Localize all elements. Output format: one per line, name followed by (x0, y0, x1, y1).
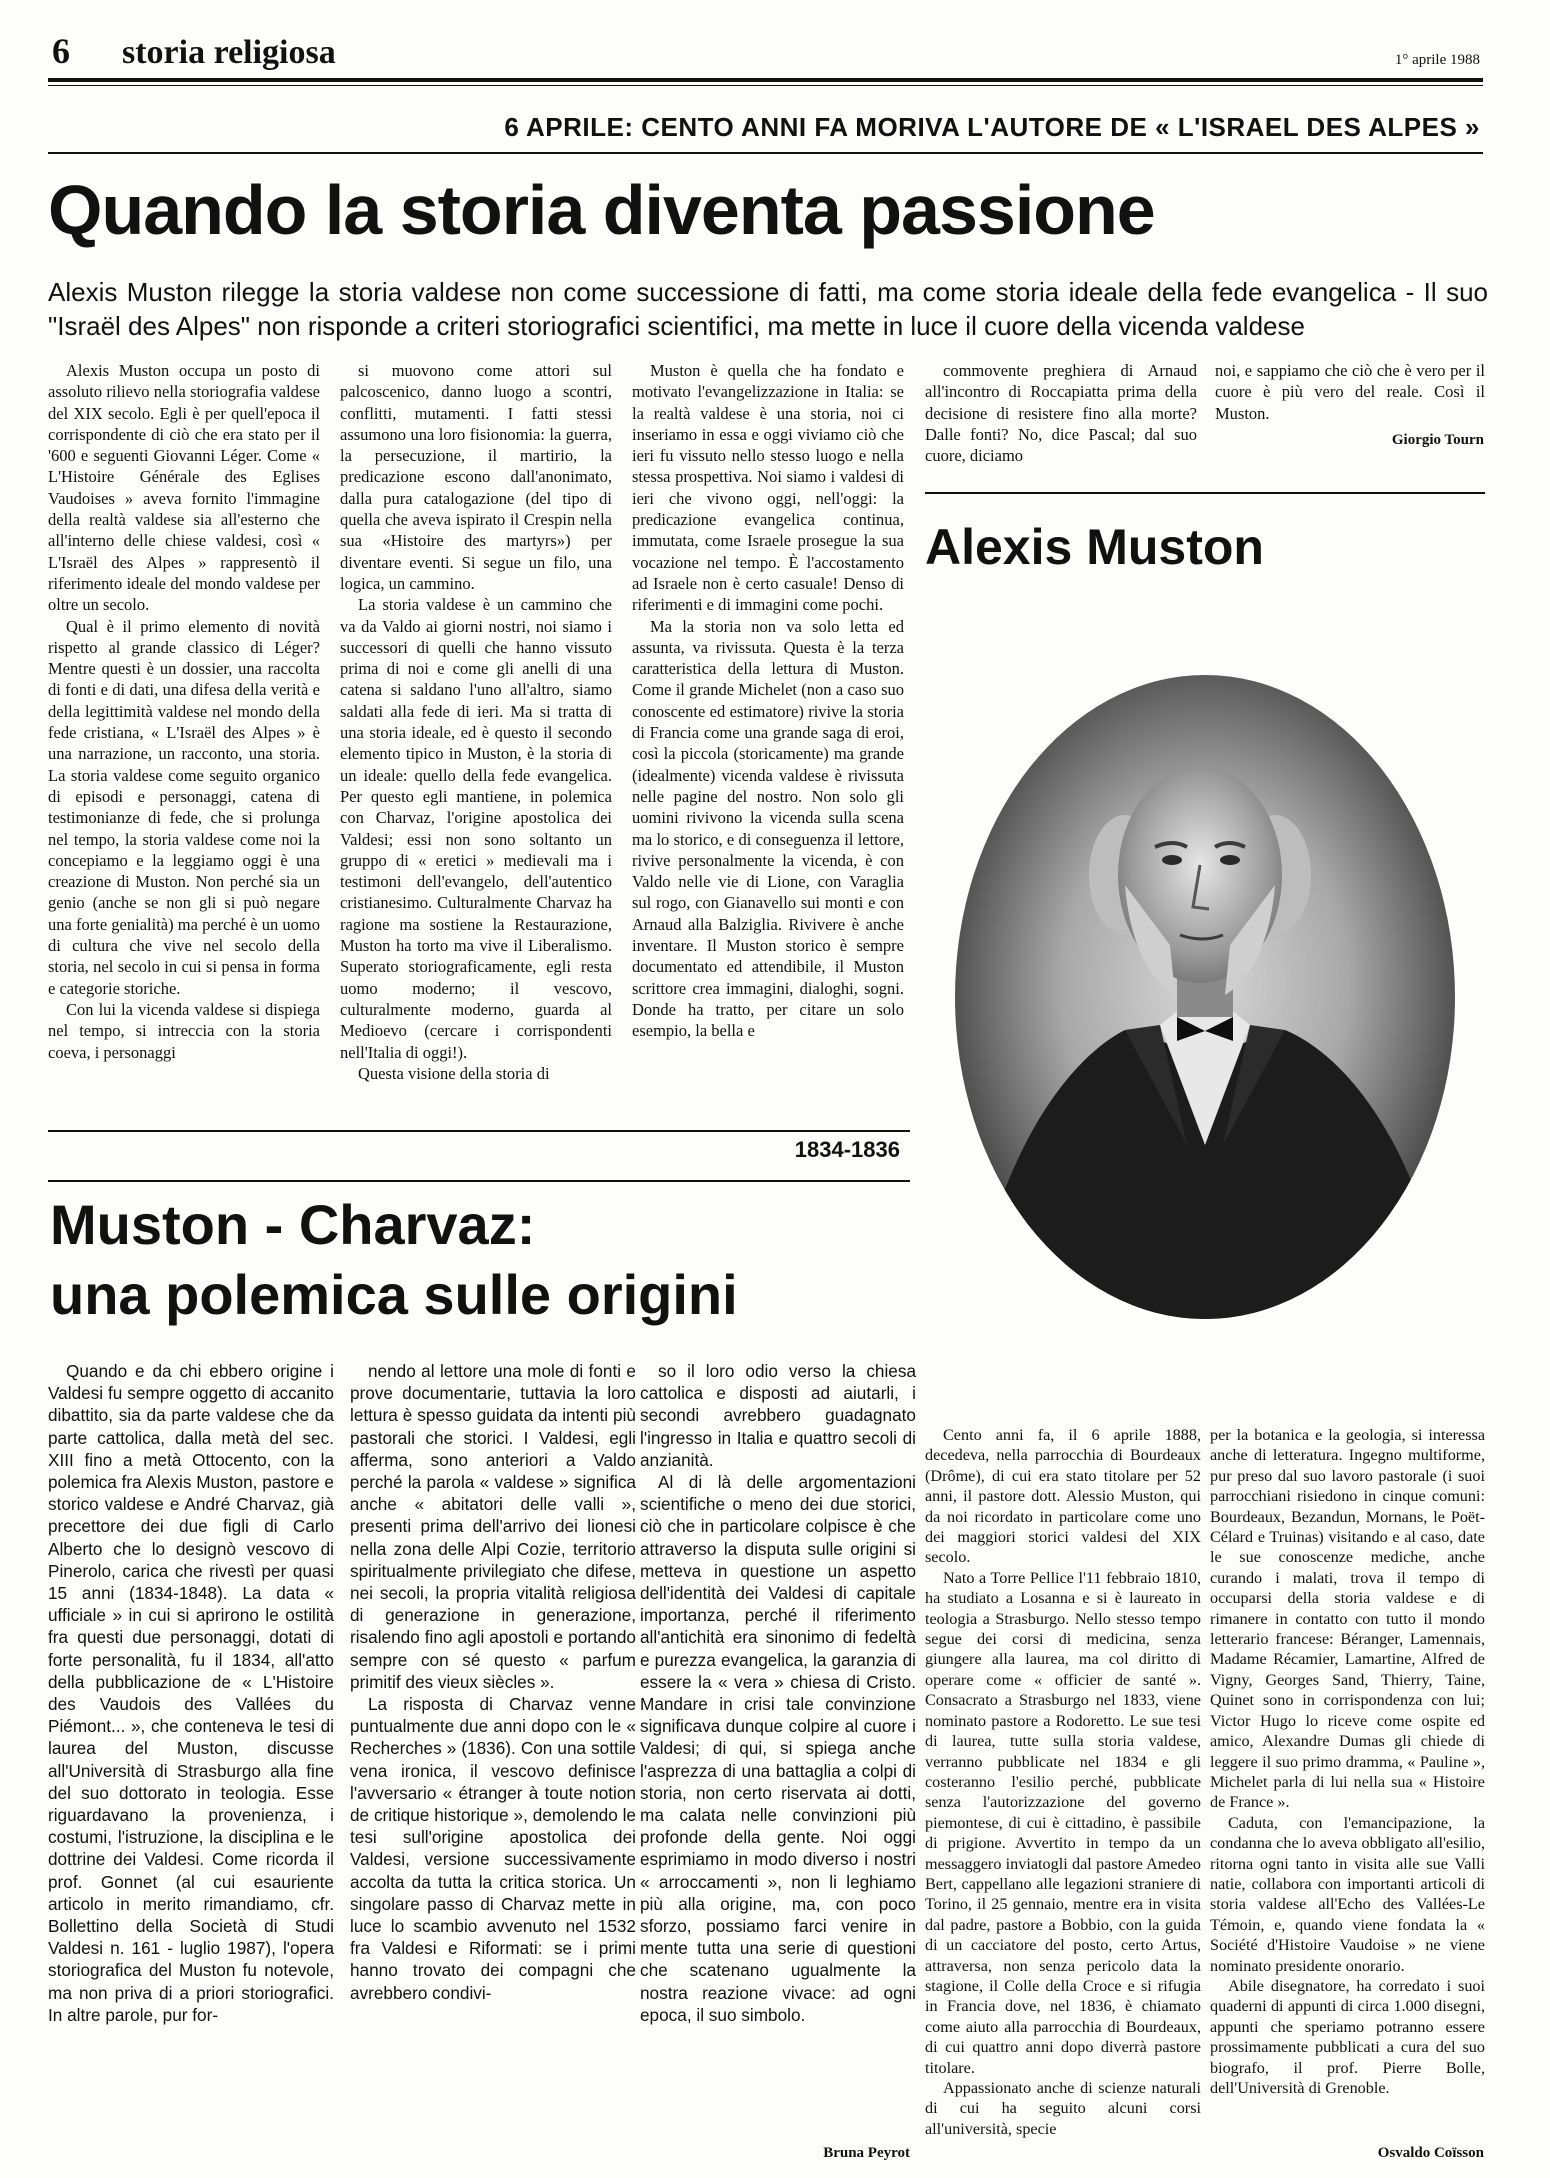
article3-column-2 (1210, 1425, 1485, 2098)
kicker: 6 APRILE: CENTO ANNI FA MORIVA L'AUTORE DE « L'ISRAEL DES ALPES » (504, 112, 1480, 142)
paragraph: Cento anni fa, il 6 aprile 1888, decedeva, nella parrocchia di Bourdeaux (Drôme), di cui era stato titolare per 52 anni, il pastore dott. Alessio Muston, qui da noi ricordato in particolare come uno dei maggiori storici valdesi del XIX secolo. (925, 1426, 1201, 1567)
article2-rule-bottom (48, 1180, 910, 1182)
article2-rule-top (48, 1130, 910, 1132)
paragraph: Al di là delle argomentazioni scientifiche o meno dei due storici, ciò che in particolare colpisce è che attraverso la disputa sulle origini si metteva in questione un aspetto dell'identità dei Valdesi di capitale importanza, perché il riferimento all'antichità era sinonimo di fedeltà e purezza evangelica, la garanzia di essere la « vera » chiesa di Cristo. Mandare in crisi tale convinzione significava dunque colpire al cuore i Valdesi; di qui, si spiega anche l'asprezza di una battaglia a colpi di storia, non certo riservata ai dotti, ma calata nelle convinzioni più profonde della gente. Noi oggi esprimiamo in modo diverso i nostri « arroccamenti », non li leghiamo più alla origine, ma, con poco sforzo, possiamo farci venire in mente tutta una serie di questioni che scatenano ugualmente la nostra reazione vivace: ad ogni epoca, il suo simbolo. (640, 1472, 916, 2025)
portrait-rule (925, 492, 1485, 494)
article1-column-3 (632, 360, 904, 1042)
paragraph: Ma la storia non va solo letta ed assunta, va rivissuta. Questa è la terza caratteristica della lettura di Muston. Come il grande Michelet (non a caso suo conoscente ed estimatore) rivive la storia di Francia come una grande saga di eroi, così la piccola (storicamente) ma grande (idealmente) vicenda valdese è rivissuta nelle pagine del nostro. Non solo gli uomini rivivono la vicenda sulla scena ma lo storico, e di conseguenza il lettore, rivive personalmente la vicenda, è con Valdo nelle vie di Lione, con Varaglia sul rogo, con Gianavello sui monti e con Arnaud alla Balziglia. Rivivere è anche inventare. Il Muston storico è sempre documentato ed attendibile, il Muston scrittore crea immagini, dialoghi, sogni. Donde ha tratto, per citare un solo esempio, la bella e (632, 616, 904, 1041)
paragraph: nendo al lettore una mole di fonti e prove documentarie, tuttavia la loro lettura è spesso guidata da intenti più pastorali che storici. I Valdesi, egli afferma, sono anteriori a Valdo perché la parola « valdese » significa anche « abitatori delle valli », presenti prima dell'arrivo dei lionesi nella zona delle Alpi Cozie, territorio spiritualmente privilegiato che difese, nei secoli, la propria vitalità religiosa di generazione in generazione, risalendo fino agli apostoli e portando sempre con sé questo « parfum primitif des vieux siècles ». (350, 1361, 636, 1692)
paragraph: so il loro odio verso la chiesa cattolica e disposti ad aiutarli, i secondi avrebbero guadagnato l'ingresso in Italia e quattro secoli di anzianità. (640, 1361, 916, 1470)
paragraph: noi, e sappiamo che ciò che è vero per il cuore è più vero del reale. Così il Muston. (1215, 361, 1485, 423)
portrait-photo (925, 585, 1485, 1415)
article2-column-1 (48, 1360, 334, 2026)
paragraph: La storia valdese è un cammino che va da Valdo ai giorni nostri, noi siamo i successori di quelli che hanno vissuto prima di noi e come gli anelli di una catena si saldano l'uno all'altro, siamo saldati alla fede di ieri. Ma si tratta di una storia ideale, ed è questo il secondo elemento tipico in Muston, è la storia di un ideale: quello della fede evangelica. Per questo egli mantiene, in polemica con Charvaz, l'origine apostolica dei Valdesi; essi non sono soltanto un gruppo di « eretici » medievali ma i testimoni dell'evangelo, dell'autentico cristianesimo. Culturalmente Charvaz ha ragione ma sostiene la Restaurazione, Muston ha torto ma vive il Liberalismo. Superato storiograficamente, egli resta uomo moderno; il vescovo, culturalmente moderno, guarda al Medioevo (cercare i corrispondenti nell'Italia di oggi!). (340, 595, 612, 1062)
paragraph: Abile disegnatore, ha corredato i suoi quaderni di appunti di circa 1.000 disegni, appunti che speriamo potranno essere prossimamente pubblicati a cura del suo biografo, il prof. Pierre Bolle, dell'Università di Grenoble. (1210, 1976, 1485, 2097)
paragraph: Questa visione della storia di (358, 1063, 550, 1083)
portrait-heading: Alexis Muston (925, 519, 1264, 575)
kicker-rule (48, 152, 1483, 154)
article2-year: 1834-1836 (794, 1137, 900, 1162)
section-title: storia religiosa (122, 34, 336, 71)
issue-date: 1° aprile 1988 (1394, 52, 1480, 68)
paragraph: si muovono come attori sul palcoscenico, danno luogo a scontri, conflitti, mutamenti. I fatti stessi assumono una loro fisionomia: la guerra, la persecuzione, il martirio, la predicazione escono dall'anonimato, dalla pura catalogazione (del tipo di quella che aveva ispirato il Crespin nella sua «Histoire des martyrs») per diventare eventi. Si segue un filo, una logica, un cammino. (340, 361, 612, 593)
main-headline: Quando la storia diventa passione (48, 171, 1155, 249)
header-rule (48, 78, 1483, 82)
page-number: 6 (52, 31, 70, 71)
article2-signature: Bruna Peyrot (823, 2145, 910, 2161)
paragraph: Alexis Muston occupa un posto di assoluto rilievo nella storiografia valdese del XIX secolo. Egli è per quell'epoca il corrispondente di ciò che era stato per il '600 e seguenti Giovanni Léger. Come « L'Histoire Générale des Eglises Vaudoises » aveva fornito l'immagine della realtà valdese sia all'esterno che all'interno delle chiese valdesi, così « L'Israël des Alpes » rappresentò il riferimento ideale del mondo valdese per oltre un secolo. (48, 361, 320, 615)
article1-column-1 (48, 360, 320, 1063)
article3-column-1 (925, 1425, 1201, 2139)
article1-signature: Giorgio Tourn (1391, 432, 1484, 448)
article3-signature: Osvaldo Coïsson (1377, 2145, 1484, 2161)
paragraph: Caduta, con l'emancipazione, la condanna che lo aveva obbligato all'esilio, ritorna ogni tanto in visita alle sue Valli natie, collabora con importanti articoli di storia valdese all'Echo des Vallées-Le Témoin, e, quando viene fondata la « Société d'Histoire Vaudoise » ne viene nominato presidente onorario. (1210, 1813, 1485, 1975)
article2-column-3 (640, 1360, 916, 2026)
paragraph: Quando e da chi ebbero origine i Valdesi fu sempre oggetto di accanito dibattito, sia da parte valdese che da parte cattolica, dalla metà del sec. XIII fino a metà Ottocento, con la polemica fra Alexis Muston, pastore e storico valdese e André Charvaz, già precettore dei due figli di Carlo Alberto che lo designò vescovo di Pinerolo, carica che rivestì per quasi 15 anni (1834-1848). La data « ufficiale » in cui si aprirono le ostilità fra questi due personaggi, dotati di forte personalità, fu il 1834, all'atto della pubblicazione de « L'Histoire des Vaudois des Vallées du Piémont... », che conteneva le tesi di laurea del Muston, discusse all'Università di Strasburgo alla fine del suo dottorato in teologia. Esse riguardavano la provenienza, i costumi, l'istruzione, la disciplina e le dottrine dei Valdesi. Come ricorda il prof. Gonnet (al cui esauriente articolo in merito rimandiamo, cfr. Bollettino della Società di Studi Valdesi n. 161 - luglio 1987), l'opera storiografica del Muston fu notevole, ma non priva di a priori storiografici. In altre parole, pur for- (48, 1361, 334, 2025)
portrait-image (925, 585, 1485, 1415)
article2-headline-line1: Muston - Charvaz: (50, 1193, 536, 1256)
article1-column-5 (1215, 360, 1485, 424)
paragraph: Con lui la vicenda valdese si dispiega nel tempo, si intreccia con la storia coeva, i personaggi (48, 999, 320, 1062)
paragraph: La risposta di Charvaz venne puntualmente due anni dopo con le « Recherches » (1836). Con una sottile vena ironica, il vescovo definisce l'avversario « étranger à toute notion de critique historique », demolendo le tesi sull'origine apostolica dei Valdesi, versione successivamente accolta da tutta la critica storica. Un singolare passo di Charvaz mette in luce lo scambio avvenuto nel 1532 fra Valdesi e Riformati: se i primi hanno trovato dei compagni che avrebbero condivi- (350, 1694, 636, 2003)
article2-column-2 (350, 1360, 636, 2004)
paragraph: Appassionato anche di scienze naturali di cui ha seguito alcuni corsi all'università, specie (925, 2079, 1201, 2138)
paragraph: per la botanica e la geologia, si interessa anche di letteratura. Ingegno multiforme, pur preso dal suo lavoro pastorale (i suoi parrocchiani risiedono in cinque comuni: Bourdeaux, Bezandun, Mornans, le Poët-Célard e Truinas) visitando e al caso, date le sue conoscenze mediche, anche curando i malati, trova il tempo di occuparsi della storia valdese e di rimanere in contatto con tutto il mondo letterario francese: Béranger, Lamennais, Madame Récamier, Lamartine, Alfred de Vigny, Georges Sand, Thierry, Taine, Quinet sono in corrispondenza con lui; Victor Hugo lo riceve come ospite ed amico, Alexandre Dumas gli chiede di leggere il suo primo dramma, « Pauline », Michelet parla di lui nella sua « Histoire de France ». (1210, 1426, 1485, 1812)
paragraph: commovente preghiera di Arnaud all'incontro di Roccapiatta prima della decisione di resistere fino alla morte? Dalle fonti? No, dice Pascal; dal suo cuore, diciamo (925, 361, 1197, 466)
paragraph: Muston è quella che ha fondato e motivato l'evangelizzazione in Italia: se la realtà valdese è una storia, noi ci inseriamo in essa e oggi viviamo ciò che ieri fu vissuto nello stesso luogo e nella stessa prospettiva. Noi siamo i valdesi di ieri che vivono oggi, nell'oggi: la predicazione evangelica continua, immutata, come Israele prosegue la sua vocazione nel tempo. È l'accostamento ad Israele non è certo casuale! Denso di riferimenti e di immagini come pochi. (632, 361, 904, 615)
article1-column-2 (340, 360, 612, 1084)
deck: Alexis Muston rilegge la storia valdese non come successione di fatti, ma come storia ideale della fede evangelica - Il suo "Israël des Alpes" non risponde a criteri storiografici scientifici, ma mette in luce il cuore della vicenda valdese (48, 277, 1488, 341)
paragraph: Nato a Torre Pellice l'11 febbraio 1810, ha studiato a Losanna e si è laureato in teologia a Strasburgo. Nello stesso tempo segue dei corsi di medicina, senza giungere alla laurea, ma col diritto di operare come « officier de santé ». Consacrato a Strasburgo nel 1833, viene nominato pastore a Rodoretto. Le sue tesi di laurea, tutte sulla storia valdese, verranno pubblicate nel 1834 e gli costeranno l'esilio perché, pubblicate senza l'autorizzazione del governo piemontese, di cui è cittadino, è passibile di prigione. Avvertito in tempo da un messaggero inviatogli dal pastore Amedeo Bert, cappellano alle legazioni straniere di Torino, il 25 gennaio, mentre era in visita dal padre, pastore a Bobbio, con la guida di un cacciatore del posto, certo Artus, attraversa, non senza pericolo data la stagione, il Colle della Croce e si rifugia in Francia dove, nel 1836, è chiamato come aiuto alla parrocchia di Bourdeaux, di cui quattro anni dopo diverrà pastore titolare. (925, 1568, 1201, 2077)
paragraph: Qual è il primo elemento di novità rispetto al grande classico di Léger? Mentre questi è un dossier, una raccolta di fonti e di dati, una difesa della verità e della legittimità valdese nel mondo della fede cristiana, « L'Israël des Alpes » è una narrazione, un racconto, una storia. La storia valdese come seguito organico di episodi e personaggi, catena di testimonianze di fede, che si prolunga nel tempo, la storia valdese come noi la concepiamo e la leggiamo oggi è una creazione di Muston. Non perché sia un genio (anche se non gli si può negare una forte genialità) ma perché è un uomo di cultura che vive nel secolo della storia, nel secolo in cui si pensa in forma e categorie storiche. (48, 616, 320, 998)
article2-headline-line2: una polemica sulle origini (50, 1263, 738, 1326)
article2-headline (50, 1190, 738, 1330)
header-rule-thin (48, 85, 1483, 86)
article1-column-4 (925, 360, 1197, 466)
